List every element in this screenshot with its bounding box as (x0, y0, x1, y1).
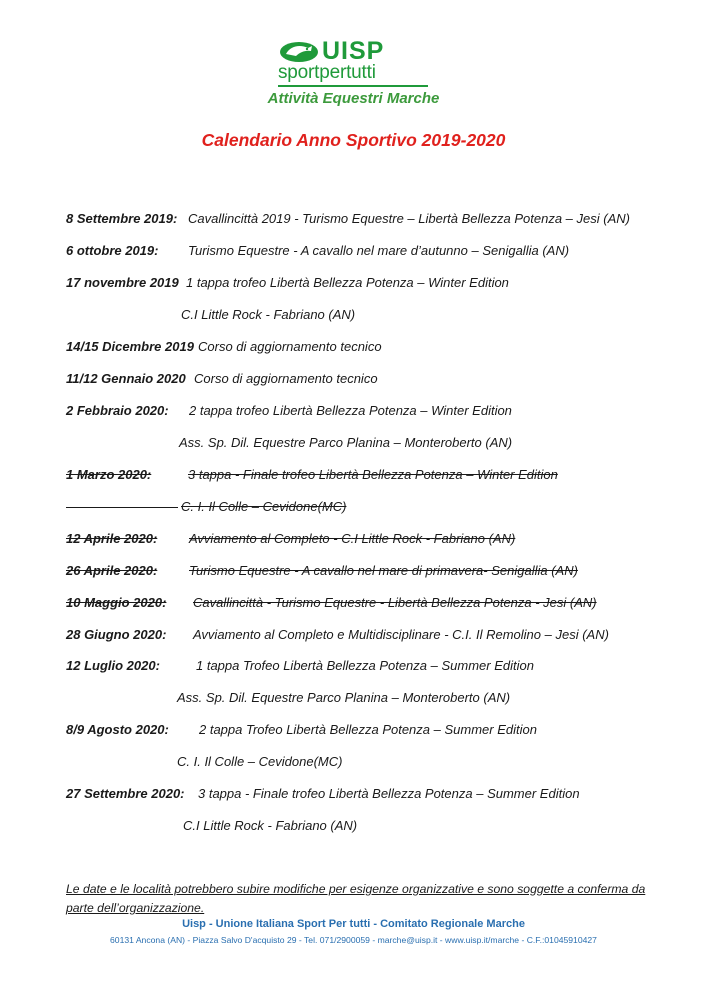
event-row (0, 656, 707, 676)
event-text: 1 tappa trofeo Libertà Bellezza Potenza – Winter Edition (186, 275, 509, 290)
event-row (0, 369, 707, 389)
event-text: Turismo Equestre - A cavallo nel mare di primavera- Senigallia (AN) (189, 563, 578, 578)
event-text: Corso di aggiornamento tecnico (194, 371, 378, 386)
event-text: 2 tappa Trofeo Libertà Bellezza Potenza – Summer Edition (199, 722, 537, 737)
event-row-cancelled (0, 561, 707, 581)
event-row (0, 273, 707, 293)
event-date: 12 Aprile 2020: (66, 531, 158, 546)
event-location (0, 433, 707, 453)
event-location (0, 688, 707, 708)
event-row (0, 625, 707, 645)
event-date: 10 Maggio 2020: (66, 595, 167, 610)
event-location-text: C. I. Il Colle – Cevidone(MC) (177, 754, 343, 769)
event-text: Corso di aggiornamento tecnico (198, 339, 382, 354)
strike-rule (66, 507, 178, 508)
event-date: 8/9 Agosto 2020: (66, 722, 169, 737)
uisp-logo (278, 38, 430, 86)
event-location-text: C.I Little Rock - Fabriano (AN) (183, 818, 358, 833)
event-location-text: C.I Little Rock - Fabriano (AN) (181, 307, 356, 322)
event-date: 14/15 Dicembre 2019 (66, 339, 194, 354)
event-date: 12 Luglio 2020: (66, 658, 160, 673)
event-date: 1 Marzo 2020: (66, 467, 152, 482)
page-title: Calendario Anno Sportivo 2019-2020 (201, 130, 506, 150)
event-date: 28 Giugno 2020: (66, 627, 167, 642)
event-text: Cavallincittà 2019 - Turismo Equestre – Libertà Bellezza Potenza – Jesi (AN) (188, 211, 630, 226)
event-location-text: C. I. Il Colle – Cevidone(MC) (181, 499, 347, 514)
event-row-cancelled (0, 593, 707, 613)
page-subtitle: Attività Equestri Marche (267, 90, 440, 107)
event-location (0, 752, 707, 772)
event-text: 3 tappa - Finale trofeo Libertà Bellezza Potenza – Winter Edition (188, 467, 558, 482)
event-location-cancelled (0, 497, 707, 517)
logo-tagline: sportpertutti (278, 62, 376, 83)
event-row-cancelled (0, 465, 707, 485)
event-row (0, 337, 707, 357)
event-row (0, 241, 707, 261)
footer-contacts: 60131 Ancona (AN) - Piazza Salvo D'acquisto 29 - Tel. 071/2900059 - marche@uisp.it - www.uisp.it/marche - C.F.:01045910427 (110, 935, 597, 945)
event-row (0, 784, 707, 804)
event-text: 1 tappa Trofeo Libertà Bellezza Potenza – Summer Edition (196, 658, 534, 673)
event-location (0, 305, 707, 325)
event-date: 27 Settembre 2020: (66, 786, 185, 801)
disclaimer-note: Le date e le località potrebbero subire modifiche per esigenze organizzative e sono soggette a conferma da parte dell’organizzazione. (66, 882, 646, 915)
event-date: 6 ottobre 2019: (66, 243, 159, 258)
event-row-cancelled (0, 529, 707, 549)
event-text: Cavallincittà - Turismo Equestre - Libertà Bellezza Potenza - Jesi (AN) (193, 595, 597, 610)
event-date: 11/12 Gennaio 2020 (66, 371, 186, 386)
event-date: 8 Settembre 2019: (66, 211, 178, 226)
event-row (0, 209, 707, 229)
footer-organization: Uisp - Unione Italiana Sport Per tutti - Comitato Regionale Marche (182, 918, 525, 930)
event-text: Avviamento al Completo e Multidisciplinare - C.I. Il Remolino – Jesi (AN) (193, 627, 609, 642)
event-row (0, 401, 707, 421)
event-text: 3 tappa - Finale trofeo Libertà Bellezza Potenza – Summer Edition (198, 786, 580, 801)
event-location (0, 816, 707, 836)
event-text: 2 tappa trofeo Libertà Bellezza Potenza – Winter Edition (189, 403, 512, 418)
event-text: Turismo Equestre - A cavallo nel mare d’autunno – Senigallia (AN) (188, 243, 570, 258)
event-date: 2 Febbraio 2020: (66, 403, 169, 418)
event-location-text: Ass. Sp. Dil. Equestre Parco Planina – Monteroberto (AN) (179, 435, 513, 450)
event-date: 26 Aprile 2020: (66, 563, 158, 578)
event-date: 17 novembre 2019 (66, 275, 179, 290)
event-row (0, 720, 707, 740)
event-location-text: Ass. Sp. Dil. Equestre Parco Planina – Monteroberto (AN) (177, 690, 511, 705)
horse-icon (278, 40, 320, 64)
event-text: Avviamento al Completo - C.I Little Rock - Fabriano (AN) (189, 531, 516, 546)
logo-underline (278, 85, 428, 87)
logo-uisp-text: UISP (322, 37, 385, 65)
